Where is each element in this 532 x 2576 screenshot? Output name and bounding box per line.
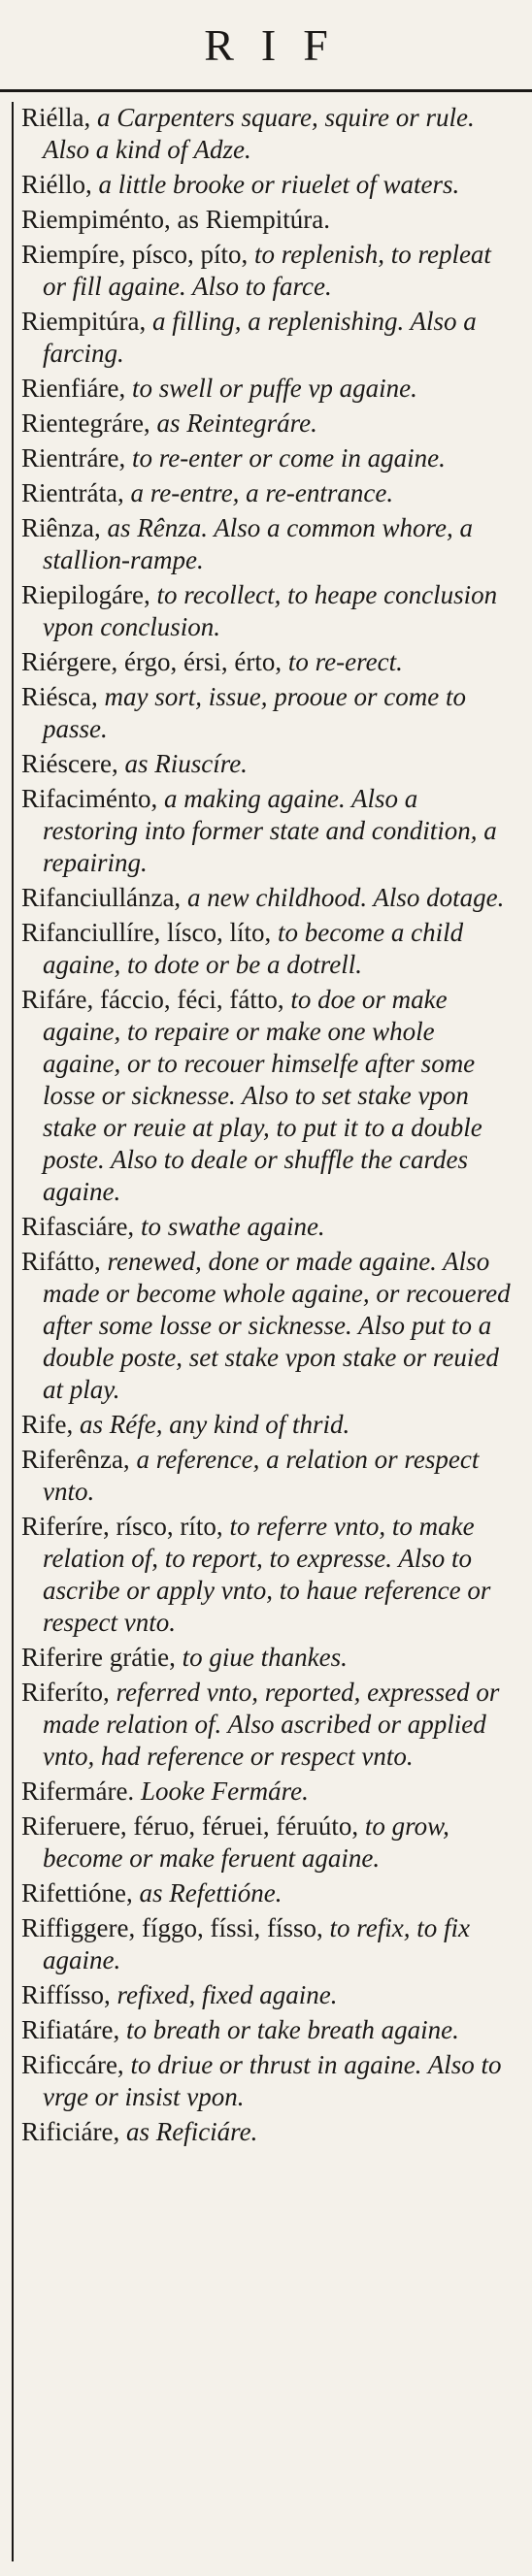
entry-definition: to recollect, to heape conclusion vpon conclusion. [43, 580, 498, 641]
entry-headword: Rifátto, [21, 1247, 101, 1276]
entry-headword: Riênza, [21, 513, 101, 542]
entry-definition: to replenish, to repleat or fill againe. Also to farce. [43, 240, 491, 301]
entry-definition: to become a child againe, to dote or be a dotrell. [43, 918, 464, 979]
dictionary-entry [21, 306, 515, 370]
entry-definition: a filling, a replenishing. Also a farcing. [43, 307, 477, 368]
dictionary-entry [21, 1511, 515, 1639]
entry-definition: as Rênza. Also a common whore, a stallion-rampe. [43, 513, 473, 574]
entry-headword: Riferíto, [21, 1678, 110, 1707]
entry-headword: Rifermáre. [21, 1777, 135, 1806]
page-header [0, 0, 532, 92]
entry-headword: Rifiatáre, [21, 2015, 120, 2044]
entry-definition: a re-entre, a re-entrance. [123, 478, 394, 507]
entry-definition: to refix, to fix againe. [43, 1913, 470, 1974]
dictionary-entry [21, 408, 515, 440]
entry-headword: Riéscere, [21, 749, 118, 778]
dictionary-entry [21, 1776, 515, 1808]
dictionary-entry [21, 512, 515, 576]
dictionary-entry [21, 102, 515, 166]
entry-headword: Riempiménto, as Riempitúra. [21, 205, 330, 234]
entry-definition: to re-enter or come in againe. [125, 443, 446, 473]
entry-headword: Rificcáre, [21, 2050, 124, 2079]
entry-definition: referred vnto, reported, expressed or made relation of. Also ascribed or applied vnto, had reference or respect vnto. [43, 1678, 500, 1771]
entry-headword: Riffiggere, fíggo, físsi, físso, [21, 1913, 323, 1942]
dictionary-entry [21, 1409, 515, 1441]
entry-definition: to swathe againe. [134, 1212, 325, 1241]
entry-headword: Rifettióne, [21, 1878, 133, 1908]
entry-definition: Looke Fermáre. [134, 1777, 309, 1806]
entry-headword: Rifasciáre, [21, 1212, 135, 1241]
dictionary-entry [21, 442, 515, 474]
entry-definition: as Refettióne. [132, 1878, 283, 1908]
entry-definition: to re-erect. [282, 647, 403, 676]
entry-headword: Rificiáre, [21, 2117, 120, 2146]
dictionary-entry [21, 1912, 515, 1976]
entry-definition: renewed, done or made againe. Also made or become whole againe, or recouered after some losse or sicknesse. Also put to a double poste, set stake vpon stake or reuied at play. [43, 1247, 511, 1404]
dictionary-entry [21, 373, 515, 405]
entry-headword: Riferuere, féruo, féruei, féruúto, [21, 1811, 359, 1841]
entry-definition: to breath or take breath againe. [119, 2015, 459, 2044]
entry-definition: refixed, fixed againe. [110, 1980, 338, 2009]
entry-headword: Riéllo, [21, 170, 92, 199]
dictionary-entry [21, 783, 515, 879]
entry-definition: a new childhood. Also dotage. [181, 883, 505, 912]
entry-definition: to grow, become or make feruent againe. [43, 1811, 449, 1873]
dictionary-entry [21, 748, 515, 780]
dictionary-entry [21, 1642, 515, 1674]
entry-definition: to referre vnto, to make relation of, to report, to expresse. Also to ascribe or apply vnto, to haue reference or respect vnto. [43, 1512, 491, 1637]
entry-definition: to giue thankes. [175, 1643, 348, 1672]
dictionary-entry [21, 984, 515, 1208]
dictionary-entry [21, 477, 515, 509]
dictionary-entry [21, 169, 515, 201]
dictionary-entry [21, 917, 515, 981]
entry-definition: to driue or thrust in againe. Also to vrge or insist vpon. [43, 2050, 502, 2111]
dictionary-entry [21, 2116, 515, 2148]
entry-headword: Rifaciménto, [21, 784, 158, 813]
dictionary-entry [21, 1810, 515, 1875]
entry-headword: Riferire grátie, [21, 1643, 176, 1672]
entry-column [12, 102, 515, 2561]
dictionary-entry [21, 1246, 515, 1406]
entry-headword: Riempíre, písco, píto, [21, 240, 249, 269]
dictionary-entry [21, 1444, 515, 1508]
entry-headword: Rife, [21, 1410, 74, 1439]
entry-headword: Riélla, [21, 103, 91, 132]
entry-definition: a Carpenters square, squire or rule. Also a kind of Adze. [43, 103, 475, 164]
entry-definition: a making againe. Also a restoring into former state and condition, a repairing. [43, 784, 497, 877]
dictionary-entry [21, 2014, 515, 2046]
entry-headword: Riferênza, [21, 1445, 130, 1474]
entry-definition: as Réfe, any kind of thrid. [73, 1410, 350, 1439]
entry-headword: Rientegráre, [21, 408, 150, 438]
dictionary-entry [21, 579, 515, 643]
entry-headword: Rienfiáre, [21, 374, 126, 403]
entry-headword: Rientráta, [21, 478, 124, 507]
entry-headword: Rifáre, fáccio, féci, fátto, [21, 985, 284, 1014]
entry-headword: Rifanciullíre, lísco, líto, [21, 918, 272, 947]
entry-definition: a little brooke or riuelet of waters. [91, 170, 460, 199]
entry-headword: Riérgere, érgo, érsi, érto, [21, 647, 283, 676]
entry-headword: Riffísso, [21, 1980, 111, 2009]
entry-headword: Riésca, [21, 682, 98, 711]
dictionary-entry [21, 1211, 515, 1243]
entry-definition: a reference, a relation or respect vnto. [43, 1445, 480, 1506]
entry-definition: may sort, issue, prooue or come to passe. [43, 682, 466, 743]
dictionary-entry [21, 681, 515, 745]
entry-definition: as Reintegráre. [150, 408, 317, 438]
entry-headword: Riepilogáre, [21, 580, 150, 609]
entry-definition: to doe or make againe, to repaire or make one whole againe, or to recouer himselfe after some losse or sicknesse. Also to set stake vpon stake or reuie at play, to put it to a double poste. Also to deale or shuffle the cardes againe. [43, 985, 482, 1206]
dictionary-entry [21, 204, 515, 236]
entry-headword: Rifanciullánza, [21, 883, 182, 912]
entry-definition: as Riuscíre. [117, 749, 248, 778]
entry-headword: Rientráre, [21, 443, 126, 473]
dictionary-entry [21, 2049, 515, 2113]
page-title: RIF [204, 19, 355, 70]
entry-definition: as Reficiáre. [119, 2117, 258, 2146]
dictionary-entry [21, 1979, 515, 2011]
entry-headword: Riferíre, rísco, ríto, [21, 1512, 223, 1541]
dictionary-entry [21, 882, 515, 914]
dictionary-entry [21, 1877, 515, 1909]
dictionary-entry [21, 239, 515, 303]
entry-headword: Riempitúra, [21, 307, 147, 336]
dictionary-entry [21, 646, 515, 678]
dictionary-entry [21, 1677, 515, 1773]
entry-definition: to swell or puffe vp againe. [125, 374, 417, 403]
